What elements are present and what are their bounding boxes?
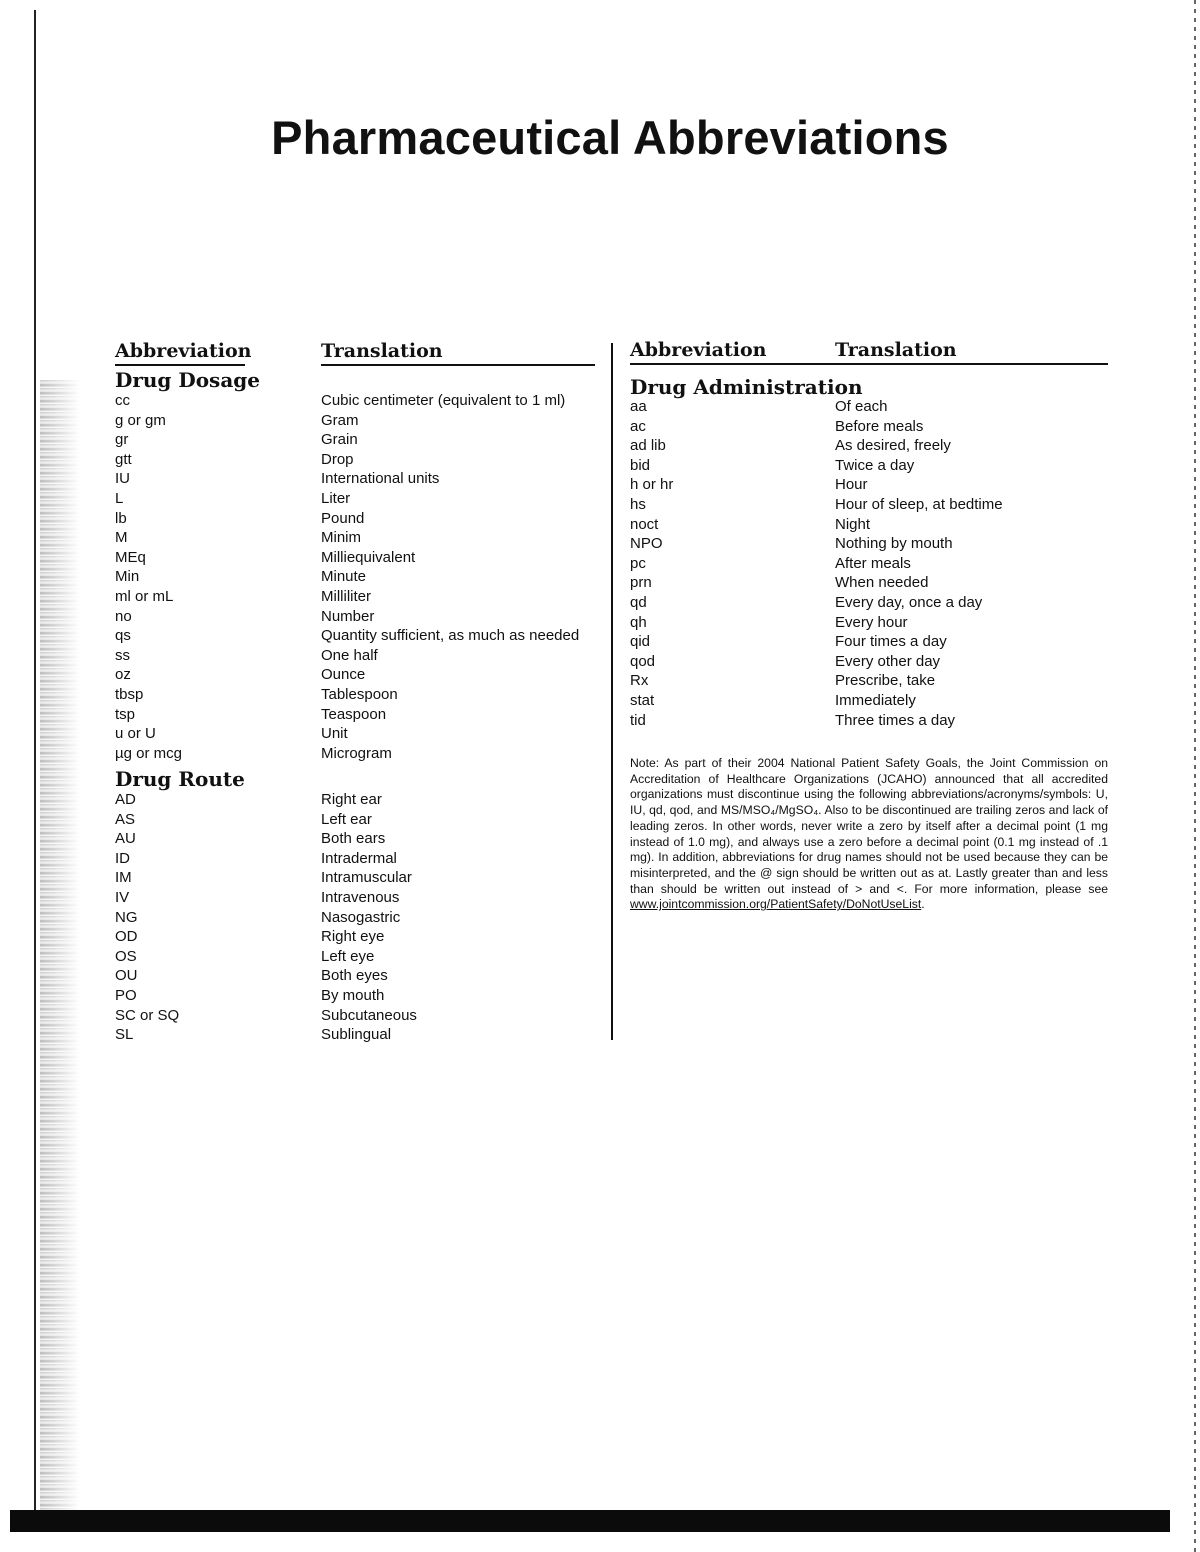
translation-cell: Minute (321, 568, 367, 586)
translation-cell: As desired, freely (835, 437, 951, 455)
abbreviation-cell: ID (115, 849, 130, 867)
translation-cell: Unit (321, 725, 348, 743)
do-not-use-list-link[interactable]: www.jointcommission.org/PatientSafety/DoNotUseList (630, 897, 922, 912)
right-translation-header: Translation (835, 339, 957, 361)
abbreviation-cell: lb (115, 509, 127, 527)
table-row (115, 724, 605, 744)
translation-cell: Every day, once a day (835, 593, 983, 611)
table-row (630, 554, 1108, 574)
abbreviation-cell: PO (115, 986, 137, 1004)
drug-route-list (115, 790, 605, 1045)
table-row (630, 436, 1108, 456)
translation-cell: Tablespoon (321, 685, 398, 703)
table-row (630, 456, 1108, 476)
drug-route-heading: Drug Route (115, 767, 245, 791)
jcaho-note (630, 756, 1108, 913)
table-row (630, 573, 1108, 593)
translation-cell: Before meals (835, 417, 924, 435)
table-row (115, 868, 605, 888)
abbreviation-cell: prn (630, 574, 652, 592)
table-row (115, 587, 605, 607)
abbreviation-cell: IU (115, 470, 130, 488)
table-row (630, 417, 1108, 437)
abbreviation-cell: ad lib (630, 437, 666, 455)
table-row (115, 607, 605, 627)
table-row (115, 849, 605, 869)
abbreviation-cell: qd (630, 593, 647, 611)
translation-cell: Pound (321, 509, 365, 527)
table-row (115, 810, 605, 830)
right-abbreviation-header: Abbreviation (630, 339, 767, 361)
translation-cell: Sublingual (321, 1026, 392, 1044)
translation-cell: Right eye (321, 928, 385, 946)
right-header-rule (630, 363, 1108, 365)
abbreviation-cell: tbsp (115, 685, 144, 703)
abbreviation-cell: µg or mcg (115, 744, 182, 762)
abbreviation-cell: bid (630, 456, 651, 474)
note-text: Note: As part of their 2004 National Patient Safety Goals, the Joint Commission on Accreditation of Healthcare Organizations (JCAHO) announced that all accredited organizations must discontinue using the following abbreviations/acronyms/symbols: U, IU, qd, qod, and MS/MSO₄/MgSO₄. Also to be discontinued are trailing zeros and lack of leading zeros. In other words, never write a zero by itself after a decimal point (1 mg instead of 1.0 mg), and always use a zero before a decimal point (0.1 mg instead of .1 mg). In addition, abbreviations for drug names should not be used because they can be misinterpreted, and the @ sign should be written out as at. Lastly greater than and less than should be written out instead of > and <. For more information, please see (630, 756, 1108, 896)
translation-cell: Right ear (321, 791, 382, 808)
translation-cell: Both eyes (321, 967, 388, 985)
table-row (115, 469, 605, 489)
table-row (630, 652, 1108, 672)
drug-dosage-heading: Drug Dosage (115, 368, 260, 392)
abbreviation-cell: Min (115, 568, 140, 586)
translation-cell: One half (321, 646, 378, 664)
table-row (115, 509, 605, 529)
translation-cell: Every other day (835, 652, 941, 670)
translation-cell: Hour (835, 476, 868, 494)
table-row (115, 790, 605, 810)
translation-cell: Grain (321, 431, 358, 449)
abbreviation-cell: gtt (115, 450, 132, 468)
translation-cell: When needed (835, 574, 929, 592)
scan-edge-line (34, 10, 36, 1530)
abbreviation-cell: IV (115, 888, 130, 906)
abbreviation-cell: gr (115, 431, 129, 449)
abbreviation-cell: ac (630, 417, 646, 435)
abbreviation-cell: Rx (630, 672, 649, 690)
translation-cell: Milliequivalent (321, 548, 416, 566)
scan-bottom-bar (10, 1510, 1170, 1532)
abbreviation-cell: SL (115, 1026, 134, 1044)
translation-cell: Prescribe, take (835, 672, 936, 690)
left-abbreviation-rule (115, 364, 245, 366)
table-row (115, 888, 605, 908)
translation-cell: By mouth (321, 986, 385, 1004)
table-row (115, 646, 605, 666)
translation-cell: Every hour (835, 613, 908, 631)
abbreviation-cell: u or U (115, 725, 156, 743)
table-row (115, 665, 605, 685)
translation-cell: Immediately (835, 691, 916, 709)
abbreviation-cell: pc (630, 554, 646, 572)
abbreviation-cell: qs (115, 627, 131, 645)
abbreviation-cell: NPO (630, 535, 663, 553)
table-row (115, 1006, 605, 1026)
table-row (630, 495, 1108, 515)
table-row (630, 671, 1108, 691)
table-row (115, 450, 605, 470)
table-row (630, 691, 1108, 711)
abbreviation-cell: M (115, 529, 128, 547)
abbreviation-cell: IM (115, 869, 132, 887)
translation-cell: Cubic centimeter (equivalent to 1 ml) (321, 392, 566, 409)
table-row (630, 613, 1108, 633)
abbreviation-cell: tsp (115, 705, 136, 723)
table-row (115, 430, 605, 450)
abbreviation-cell: qod (630, 652, 656, 670)
table-row (630, 593, 1108, 613)
table-row (115, 528, 605, 548)
abbreviation-cell: OS (115, 947, 137, 965)
table-row (115, 548, 605, 568)
abbreviation-cell: tid (630, 711, 646, 729)
translation-cell: Subcutaneous (321, 1006, 417, 1024)
table-row (115, 685, 605, 705)
translation-cell: International units (321, 470, 440, 488)
table-row (115, 927, 605, 947)
table-row (115, 626, 605, 646)
table-row (630, 632, 1108, 652)
abbreviation-cell: qh (630, 613, 647, 631)
table-row (630, 534, 1108, 554)
left-translation-header: Translation (321, 340, 443, 362)
translation-cell: Milliliter (321, 587, 371, 605)
table-row (630, 397, 1108, 417)
translation-cell: Of each (835, 398, 888, 415)
drug-administration-list (630, 397, 1108, 730)
page-title: Pharmaceutical Abbreviations (271, 111, 949, 164)
abbreviation-cell: OU (115, 967, 138, 985)
translation-cell: Twice a day (835, 456, 915, 474)
translation-cell: Four times a day (835, 633, 947, 651)
translation-cell: Intravenous (321, 888, 400, 906)
translation-cell: Intradermal (321, 849, 397, 867)
table-row (115, 908, 605, 928)
translation-cell: After meals (835, 554, 911, 572)
abbreviation-cell: cc (115, 392, 130, 409)
translation-cell: Nasogastric (321, 908, 401, 926)
column-divider (611, 343, 613, 1040)
abbreviation-cell: h or hr (630, 476, 674, 494)
abbreviation-cell: NG (115, 908, 138, 926)
table-row (115, 744, 605, 764)
table-row (115, 829, 605, 849)
abbreviation-cell: OD (115, 928, 138, 946)
translation-cell: Minim (321, 529, 361, 547)
translation-cell: Teaspoon (321, 705, 387, 723)
abbreviation-cell: SC or SQ (115, 1006, 180, 1024)
translation-cell: Left ear (321, 810, 372, 828)
abbreviation-cell: AD (115, 791, 136, 808)
translation-cell: Both ears (321, 830, 386, 848)
translation-cell: Left eye (321, 947, 375, 965)
left-abbreviation-header: Abbreviation (115, 340, 252, 362)
abbreviation-cell: AS (115, 810, 136, 828)
abbreviation-cell: noct (630, 515, 659, 533)
table-row (115, 966, 605, 986)
abbreviation-cell: L (115, 489, 124, 507)
translation-cell: Intramuscular (321, 869, 412, 887)
translation-cell: Number (321, 607, 375, 625)
table-row (115, 947, 605, 967)
abbreviation-cell: no (115, 607, 132, 625)
translation-cell: Liter (321, 489, 351, 507)
translation-cell: Microgram (321, 744, 392, 762)
table-row (115, 1025, 605, 1045)
table-row (115, 391, 605, 411)
scan-edge-noise (40, 380, 80, 1530)
table-row (115, 489, 605, 509)
table-row (115, 411, 605, 431)
translation-cell: Three times a day (835, 711, 956, 729)
abbreviation-cell: oz (115, 666, 131, 684)
translation-cell: Ounce (321, 666, 366, 684)
table-row (630, 711, 1108, 731)
abbreviation-cell: ml or mL (115, 587, 174, 605)
abbreviation-cell: MEq (115, 548, 146, 566)
abbreviation-cell: stat (630, 691, 655, 709)
translation-cell: Night (835, 515, 871, 533)
abbreviation-cell: qid (630, 633, 651, 651)
drug-administration-heading: Drug Administration (630, 375, 863, 399)
abbreviation-cell: aa (630, 398, 647, 415)
table-row (630, 475, 1108, 495)
scan-right-edge (1194, 0, 1196, 1552)
note-end: . (921, 897, 925, 912)
table-row (115, 567, 605, 587)
table-row (115, 986, 605, 1006)
abbreviation-cell: AU (115, 830, 136, 848)
abbreviation-cell: g or gm (115, 411, 166, 429)
translation-cell: Gram (321, 411, 359, 429)
abbreviation-cell: hs (630, 495, 646, 513)
table-row (115, 705, 605, 725)
drug-dosage-list (115, 391, 605, 763)
translation-cell: Quantity sufficient, as much as needed (321, 627, 580, 645)
translation-cell: Drop (321, 450, 354, 468)
abbreviation-cell: ss (115, 646, 130, 664)
left-translation-rule (321, 364, 595, 366)
translation-cell: Hour of sleep, at bedtime (835, 495, 1003, 513)
table-row (630, 515, 1108, 535)
translation-cell: Nothing by mouth (835, 535, 953, 553)
